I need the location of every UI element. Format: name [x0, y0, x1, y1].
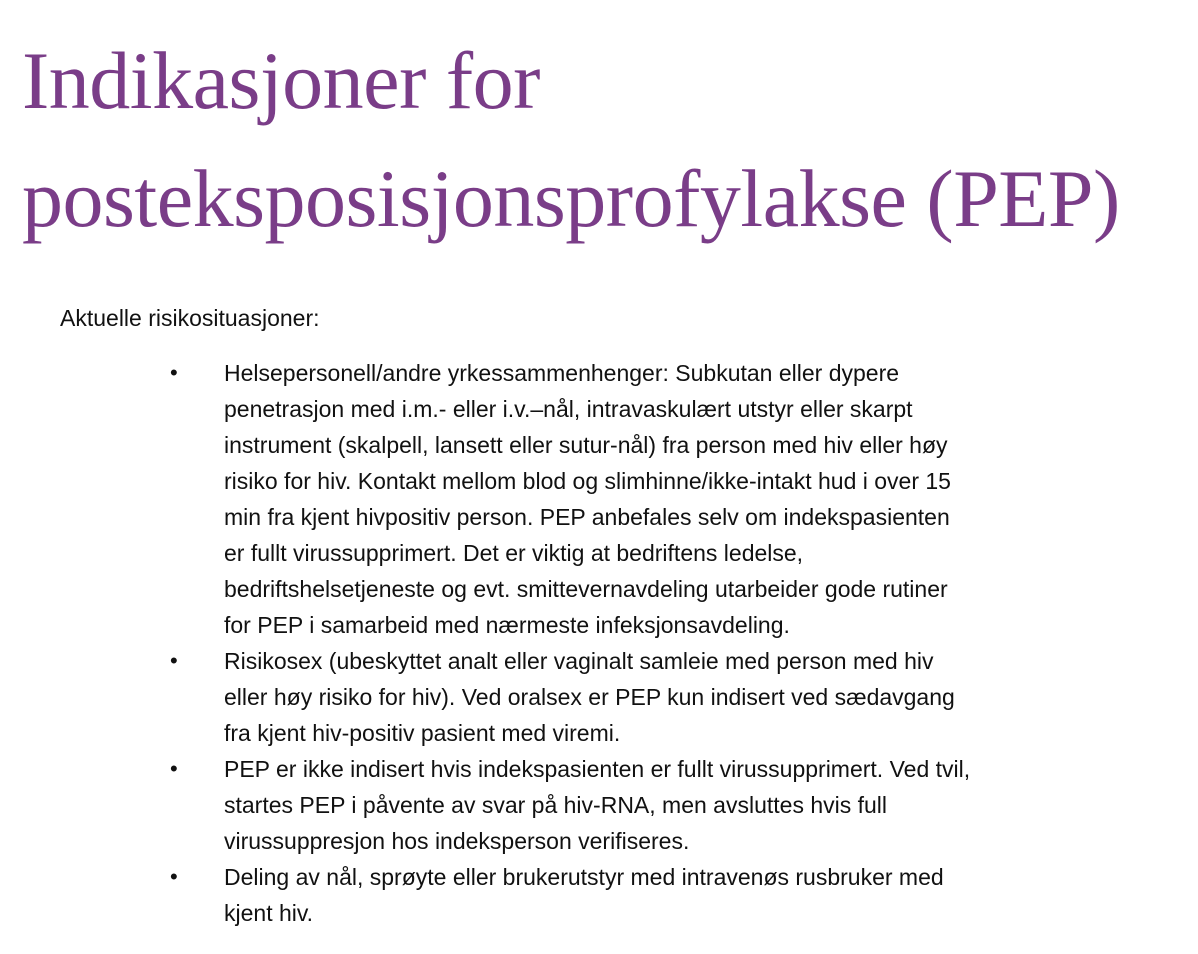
intro-text: Aktuelle risikosituasjoner:: [60, 305, 320, 331]
text-line: penetrasjon med i.m.- eller i.v.–nål, intravaskulært utstyr eller skarpt: [224, 396, 913, 422]
title-line-1: Indikasjoner for: [22, 35, 540, 126]
text-line: Deling av nål, sprøyte eller brukerutstyr med intravenøs rusbruker med: [224, 864, 944, 890]
list-item: [160, 643, 1104, 751]
text-line: min fra kjent hivpositiv person. PEP anbefales selv om indekspasienten: [224, 504, 950, 530]
page-title: [22, 22, 1192, 258]
text-line: for PEP i samarbeid med nærmeste infeksjonsavdeling.: [224, 612, 790, 638]
list-item: [160, 859, 1104, 931]
list-item-text: [224, 751, 1104, 859]
text-line: fra kjent hiv-positiv pasient med viremi.: [224, 720, 621, 746]
text-line: Risikosex (ubeskyttet analt eller vaginalt samleie med person med hiv: [224, 648, 934, 674]
risk-situations-list: [160, 355, 1160, 931]
bullet-icon: •: [170, 864, 178, 889]
text-line: PEP er ikke indisert hvis indekspasienten er fullt virussupprimert. Ved tvil,: [224, 756, 971, 782]
list-item-text: [224, 859, 1104, 931]
bullet-icon: •: [170, 360, 178, 385]
list-item-text: [224, 355, 1104, 643]
text-line: bedriftshelsetjeneste og evt. smittevernavdeling utarbeider gode rutiner: [224, 576, 948, 602]
text-line: er fullt virussupprimert. Det er viktig at bedriftens ledelse,: [224, 540, 804, 566]
bullet-icon: •: [170, 648, 178, 673]
title-line-2: posteksposisjonsprofylakse (PEP): [22, 153, 1120, 244]
text-line: eller høy risiko for hiv). Ved oralsex er PEP kun indisert ved sædavgang: [224, 684, 955, 710]
text-line: risiko for hiv. Kontakt mellom blod og slimhinne/ikke-intakt hud i over 15: [224, 468, 951, 494]
text-line: instrument (skalpell, lansett eller sutur-nål) fra person med hiv eller høy: [224, 432, 948, 458]
bullet-icon: •: [170, 756, 178, 781]
list-item: [160, 355, 1104, 643]
list-item: [160, 751, 1104, 859]
text-line: startes PEP i påvente av svar på hiv-RNA, men avsluttes hvis full: [224, 792, 888, 818]
list-item-text: [224, 643, 1104, 751]
text-line: Helsepersonell/andre yrkessammenhenger: Subkutan eller dypere: [224, 360, 900, 386]
text-line: kjent hiv.: [224, 900, 314, 926]
text-line: virussuppresjon hos indeksperson verifiseres.: [224, 828, 690, 854]
